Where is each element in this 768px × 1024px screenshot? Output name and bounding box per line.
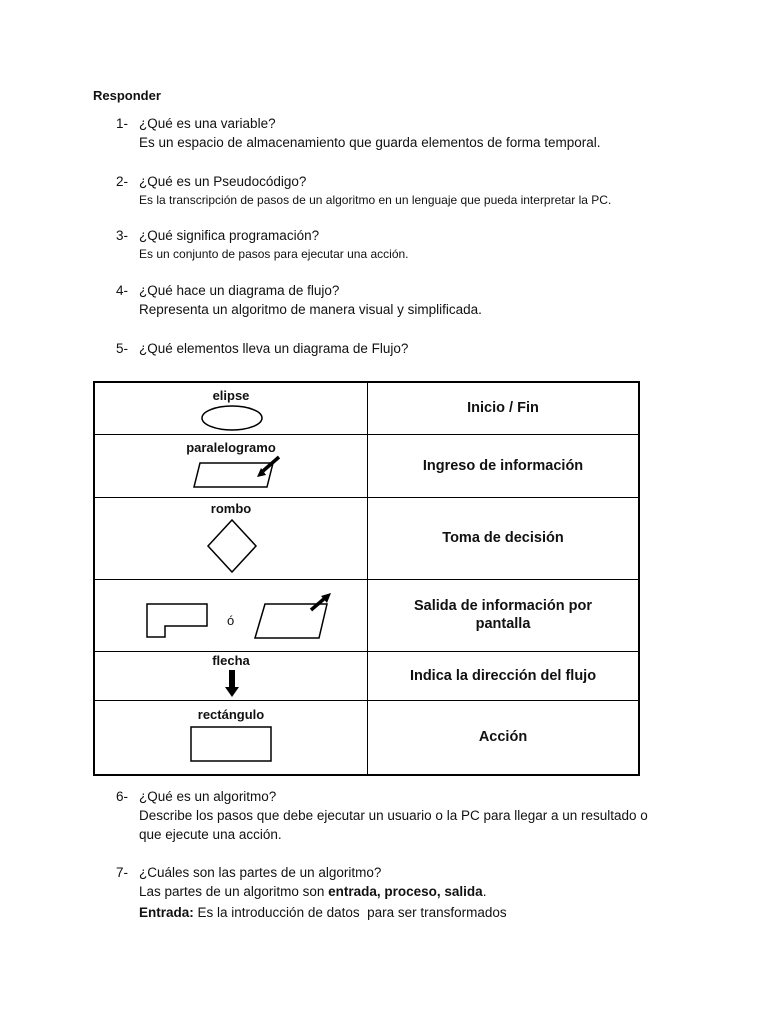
symbol-cell <box>94 497 368 579</box>
answer-7 <box>139 884 486 899</box>
entrada-label: Entrada: <box>139 905 194 920</box>
question-text: ¿Qué hace un diagrama de flujo? <box>139 283 340 298</box>
parallelogram-output-icon <box>253 592 335 640</box>
symbol-cell <box>94 434 368 497</box>
symbol-label: flecha <box>212 652 250 668</box>
question-text: ¿Qué significa programación? <box>139 228 320 243</box>
meaning-cell: Acción <box>368 700 640 775</box>
symbol-label: rombo <box>210 500 252 516</box>
symbol-cell <box>94 579 368 651</box>
answer-text: Las partes de un algoritmo son <box>139 884 329 899</box>
symbol-cell <box>94 651 368 700</box>
meaning-line: pantalla <box>475 616 531 632</box>
question-text: ¿Qué elementos lleva un diagrama de Flujo? <box>139 341 409 356</box>
heading: Responder <box>93 88 161 103</box>
answer-bold-text: entrada, proceso, salida <box>328 884 483 899</box>
table-row <box>94 651 639 700</box>
meaning-cell: Inicio / Fin <box>368 382 640 434</box>
arrow-down-icon <box>225 670 239 698</box>
question-number: 4- <box>116 283 129 298</box>
meaning-cell <box>368 579 640 651</box>
table-row <box>94 497 639 579</box>
question-text: ¿Cuáles son las partes de un algoritmo? <box>139 865 382 880</box>
answer-4: Representa un algoritmo de manera visual y simplificada. <box>139 302 482 317</box>
question-number: 1- <box>116 116 129 131</box>
or-label: ó <box>227 612 235 628</box>
meaning-cell: Indica la dirección del flujo <box>368 651 640 700</box>
table-row <box>94 382 639 434</box>
question-text: ¿Qué es un Pseudocódigo? <box>139 174 307 189</box>
answer-1: Es un espacio de almacenamiento que guarda elementos de forma temporal. <box>139 135 601 150</box>
display-output-icon <box>145 602 209 640</box>
question-number: 7- <box>116 865 129 880</box>
meaning-cell: Ingreso de información <box>368 434 640 497</box>
symbol-label: paralelogramo <box>186 439 276 455</box>
table-row <box>94 579 639 651</box>
entrada-text: Es la introducción de datos para ser transformados <box>193 905 507 920</box>
meaning-line: Salida de información por <box>413 598 593 614</box>
parallelogram-input-icon <box>191 455 283 491</box>
answer-text: . <box>482 884 487 899</box>
question-number: 2- <box>116 174 129 189</box>
question-number: 6- <box>116 789 129 804</box>
symbol-cell <box>94 700 368 775</box>
answer-3: Es un conjunto de pasos para ejecutar una acción. <box>139 247 409 261</box>
answer-2: Es la transcripción de pasos de un algoritmo en un lenguaje que pueda interpretar la PC. <box>139 193 612 207</box>
symbol-label: rectángulo <box>197 706 265 722</box>
diamond-decision-icon <box>205 518 259 574</box>
flowchart-symbols-table <box>93 381 640 776</box>
answer-6-line-1: Describe los pasos que debe ejecutar un usuario o la PC para llegar a un resultado o <box>139 808 648 823</box>
ellipse-icon <box>201 404 263 432</box>
rectangle-process-icon <box>189 725 273 763</box>
table-row <box>94 434 639 497</box>
table-row <box>94 700 639 775</box>
answer-6-line-2: que ejecute una acción. <box>139 827 282 842</box>
question-number: 5- <box>116 341 129 356</box>
entrada-definition <box>139 905 507 920</box>
symbol-cell <box>94 382 368 434</box>
question-text: ¿Qué es un algoritmo? <box>139 789 277 804</box>
meaning-cell: Toma de decisión <box>368 497 640 579</box>
question-number: 3- <box>116 228 129 243</box>
symbol-label: elipse <box>212 388 250 403</box>
question-text: ¿Qué es una variable? <box>139 116 276 131</box>
